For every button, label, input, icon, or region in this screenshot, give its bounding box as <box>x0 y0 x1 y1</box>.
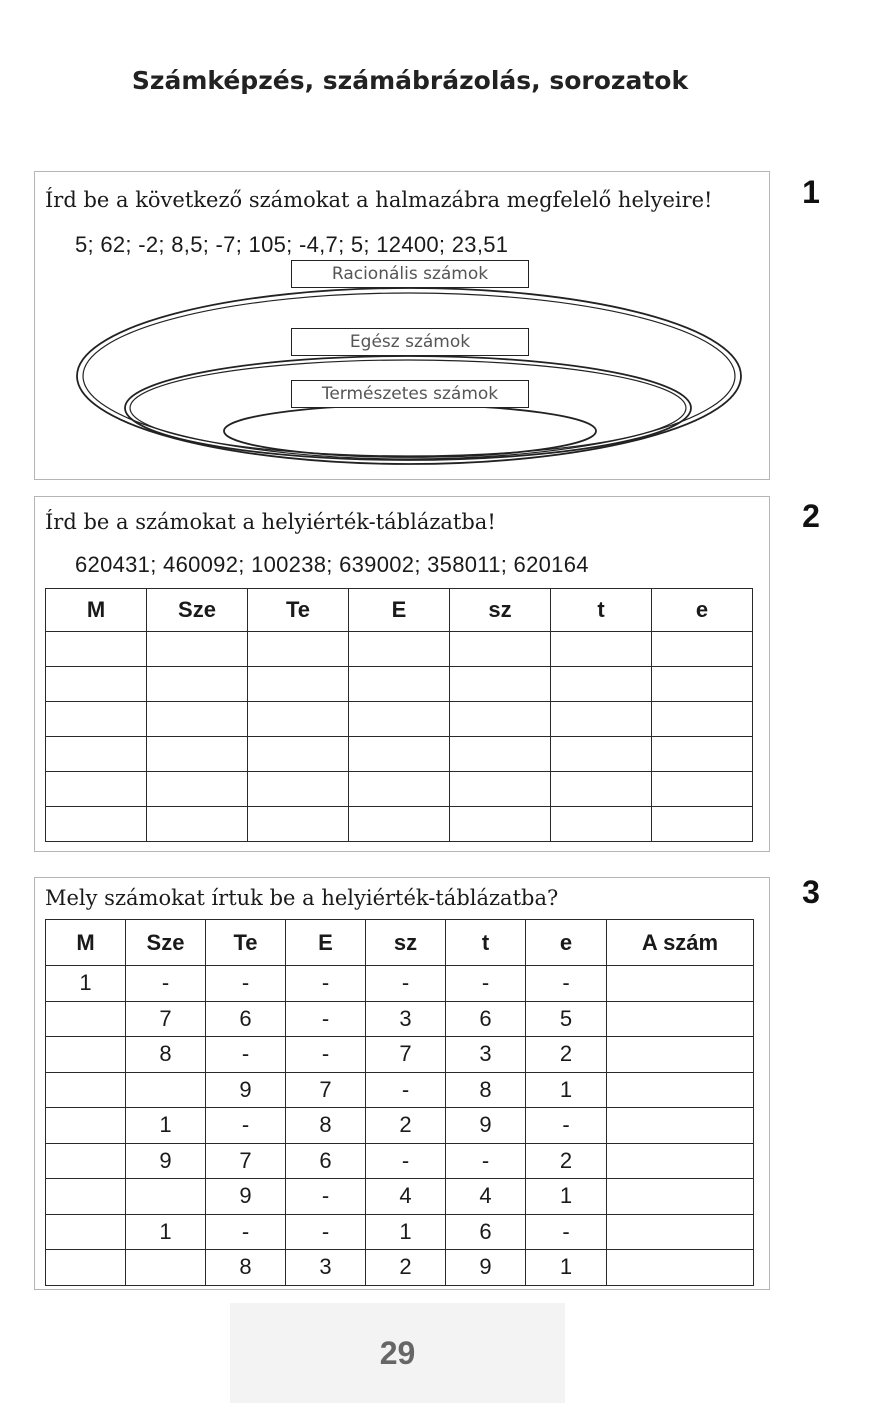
table3-cell: 8 <box>126 1037 206 1073</box>
table3-cell: - <box>126 966 206 1002</box>
table3-answer-cell[interactable] <box>607 1179 754 1215</box>
table3-cell <box>46 1037 126 1073</box>
table3-row <box>46 1143 754 1179</box>
integer-set-label: Egész számok <box>291 328 529 356</box>
table3-cell: 3 <box>446 1037 526 1073</box>
table3-cell <box>46 1250 126 1286</box>
place-value-table-empty <box>45 588 753 842</box>
table3-cell: 8 <box>286 1108 366 1144</box>
table3-cell: 6 <box>446 1001 526 1037</box>
table3-cell <box>126 1072 206 1108</box>
table2-cell[interactable] <box>147 667 248 702</box>
table3-cell: 9 <box>126 1143 206 1179</box>
table3-cell: 6 <box>206 1001 286 1037</box>
integer-set-ellipse <box>125 356 691 460</box>
table2-cell[interactable] <box>450 702 551 737</box>
table3-cell <box>46 1214 126 1250</box>
table3-cell: - <box>366 1072 446 1108</box>
table3-row <box>46 1179 754 1215</box>
table3-cell: - <box>366 1143 446 1179</box>
table3-header-2: Te <box>206 920 286 966</box>
page-title: Számképzés, számábrázolás, sorozatok <box>131 66 689 95</box>
table3-answer-cell[interactable] <box>607 1001 754 1037</box>
table3-cell: - <box>366 966 446 1002</box>
table3-cell <box>46 1143 126 1179</box>
table2-header-2: Te <box>248 589 349 632</box>
table3-row <box>46 1072 754 1108</box>
table2-cell[interactable] <box>450 632 551 667</box>
table3-cell: - <box>446 966 526 1002</box>
table3-cell: 1 <box>526 1179 607 1215</box>
rational-set-ellipse-inner-line <box>83 293 735 459</box>
table3-cell: 5 <box>526 1001 607 1037</box>
table3-cell <box>46 1179 126 1215</box>
exercise-3-instruction: Mely számokat írtuk be a helyiérték-táblázatba? <box>45 886 559 910</box>
table2-cell[interactable] <box>349 772 450 807</box>
table3-cell: - <box>526 1108 607 1144</box>
table3-cell: 6 <box>286 1143 366 1179</box>
table2-cell[interactable] <box>551 702 652 737</box>
natural-set-label: Természetes számok <box>291 380 529 408</box>
table2-cell[interactable] <box>46 667 147 702</box>
table3-cell: 8 <box>206 1250 286 1286</box>
table3-cell: 9 <box>446 1250 526 1286</box>
exercise-1-numbers: 5; 62; -2; 8,5; -7; 105; -4,7; 5; 12400; 23,51 <box>75 232 509 257</box>
table3-cell: 7 <box>366 1037 446 1073</box>
table3-header-4: sz <box>366 920 446 966</box>
table3-cell: 3 <box>366 1001 446 1037</box>
table3-cell: - <box>446 1143 526 1179</box>
table2-cell[interactable] <box>147 772 248 807</box>
table3-row <box>46 966 754 1002</box>
table2-cell[interactable] <box>46 632 147 667</box>
table3-header-3: E <box>286 920 366 966</box>
table2-cell[interactable] <box>551 772 652 807</box>
table2-row <box>46 702 753 737</box>
table2-cell[interactable] <box>349 632 450 667</box>
table3-cell: - <box>286 1001 366 1037</box>
table3-cell <box>46 1108 126 1144</box>
table3-cell <box>46 1001 126 1037</box>
table2-header-1: Sze <box>147 589 248 632</box>
table3-cell: 2 <box>526 1143 607 1179</box>
table2-cell[interactable] <box>248 667 349 702</box>
table2-cell[interactable] <box>551 807 652 842</box>
table3-cell: 1 <box>126 1108 206 1144</box>
table2-header-0: M <box>46 589 147 632</box>
table3-answer-cell[interactable] <box>607 966 754 1002</box>
page-number: 29 <box>230 1303 565 1403</box>
table2-row <box>46 772 753 807</box>
table3-cell: 1 <box>526 1072 607 1108</box>
table2-cell[interactable] <box>652 737 753 772</box>
table3-cell: - <box>206 1037 286 1073</box>
table3-cell: - <box>286 966 366 1002</box>
table3-cell: 9 <box>206 1179 286 1215</box>
table3-cell: 1 <box>126 1214 206 1250</box>
table2-cell[interactable] <box>349 702 450 737</box>
natural-set-ellipse <box>224 405 596 457</box>
table2-cell[interactable] <box>46 737 147 772</box>
table2-cell[interactable] <box>147 702 248 737</box>
table2-cell[interactable] <box>652 772 753 807</box>
table2-cell[interactable] <box>450 807 551 842</box>
exercise-2-number: 2 <box>802 498 820 534</box>
table2-cell[interactable] <box>652 667 753 702</box>
table3-cell: 3 <box>286 1250 366 1286</box>
table2-row <box>46 807 753 842</box>
table3-cell: 4 <box>446 1179 526 1215</box>
table2-cell[interactable] <box>248 807 349 842</box>
table3-header-0: M <box>46 920 126 966</box>
table3-cell: - <box>526 1214 607 1250</box>
table2-cell[interactable] <box>652 702 753 737</box>
table2-cell[interactable] <box>46 772 147 807</box>
table3-cell: - <box>286 1214 366 1250</box>
table3-answer-cell[interactable] <box>607 1108 754 1144</box>
venn-diagram <box>35 172 771 481</box>
exercise-3-number: 3 <box>802 874 820 910</box>
rational-set-label: Racionális számok <box>291 260 529 288</box>
table2-row <box>46 737 753 772</box>
table3-cell: - <box>206 966 286 1002</box>
table2-cell[interactable] <box>551 632 652 667</box>
table3-cell: - <box>286 1179 366 1215</box>
table2-header-6: e <box>652 589 753 632</box>
table3-answer-cell[interactable] <box>607 1214 754 1250</box>
table3-cell: 8 <box>446 1072 526 1108</box>
table3-cell: 2 <box>366 1108 446 1144</box>
table3-cell: 4 <box>366 1179 446 1215</box>
table2-row <box>46 667 753 702</box>
table3-cell: 7 <box>206 1143 286 1179</box>
table2-cell[interactable] <box>147 807 248 842</box>
table2-cell[interactable] <box>349 807 450 842</box>
table3-cell: 1 <box>526 1250 607 1286</box>
table2-cell[interactable] <box>652 807 753 842</box>
table2-cell[interactable] <box>46 807 147 842</box>
table3-cell: 1 <box>366 1214 446 1250</box>
exercise-1-box <box>34 171 770 480</box>
table3-cell: - <box>206 1108 286 1144</box>
exercise-1-instruction: Írd be a következő számokat a halmazábra megfelelő helyeire! <box>45 188 713 212</box>
table2-cell[interactable] <box>248 737 349 772</box>
integer-set-ellipse-inner-line <box>130 360 686 456</box>
table3-cell: - <box>286 1037 366 1073</box>
table2-cell[interactable] <box>248 702 349 737</box>
table2-cell[interactable] <box>46 702 147 737</box>
table3-row <box>46 1001 754 1037</box>
table2-header-3: E <box>349 589 450 632</box>
table3-cell: 1 <box>46 966 126 1002</box>
table3-row <box>46 1108 754 1144</box>
table2-cell[interactable] <box>551 667 652 702</box>
table3-row <box>46 1250 754 1286</box>
table3-row <box>46 1214 754 1250</box>
table3-header-5: t <box>446 920 526 966</box>
table3-row <box>46 1037 754 1073</box>
table2-cell[interactable] <box>349 667 450 702</box>
exercise-3-box <box>34 877 770 1290</box>
table2-cell[interactable] <box>450 772 551 807</box>
table3-answer-cell[interactable] <box>607 1037 754 1073</box>
table3-cell: 2 <box>366 1250 446 1286</box>
exercise-2-instruction: Írd be a számokat a helyiérték-táblázatba! <box>45 510 496 534</box>
table2-cell[interactable] <box>248 632 349 667</box>
table3-cell <box>46 1072 126 1108</box>
table3-cell: 9 <box>446 1108 526 1144</box>
table3-answer-cell[interactable] <box>607 1250 754 1286</box>
table3-cell: - <box>526 966 607 1002</box>
exercise-1-number: 1 <box>802 174 820 210</box>
table2-cell[interactable] <box>551 737 652 772</box>
place-value-table-filled <box>45 919 754 1286</box>
table2-cell[interactable] <box>450 667 551 702</box>
table2-cell[interactable] <box>652 632 753 667</box>
table2-row <box>46 632 753 667</box>
table2-header-5: t <box>551 589 652 632</box>
table2-cell[interactable] <box>450 737 551 772</box>
table3-cell: 2 <box>526 1037 607 1073</box>
table3-cell: 9 <box>206 1072 286 1108</box>
table3-header-7: A szám <box>607 920 754 966</box>
table3-cell <box>126 1250 206 1286</box>
table2-header-4: sz <box>450 589 551 632</box>
table2-cell[interactable] <box>349 737 450 772</box>
table3-answer-cell[interactable] <box>607 1143 754 1179</box>
table3-header-1: Sze <box>126 920 206 966</box>
table3-cell: - <box>206 1214 286 1250</box>
table2-cell[interactable] <box>248 772 349 807</box>
table3-answer-cell[interactable] <box>607 1072 754 1108</box>
exercise-2-box <box>34 496 770 852</box>
table2-cell[interactable] <box>147 737 248 772</box>
table2-cell[interactable] <box>147 632 248 667</box>
exercise-2-numbers: 620431; 460092; 100238; 639002; 358011; 620164 <box>75 552 589 577</box>
table3-cell: 7 <box>126 1001 206 1037</box>
table3-header-6: e <box>526 920 607 966</box>
table3-cell <box>126 1179 206 1215</box>
table3-cell: 6 <box>446 1214 526 1250</box>
table3-cell: 7 <box>286 1072 366 1108</box>
